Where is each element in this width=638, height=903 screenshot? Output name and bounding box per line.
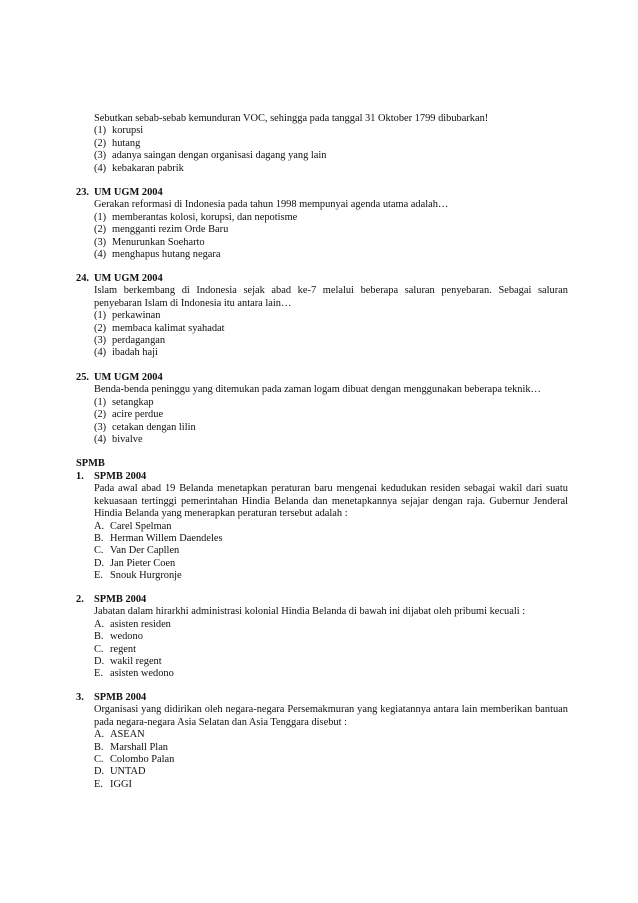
question-25 — [76, 372, 568, 446]
question-number: 24. — [76, 273, 89, 284]
option-text: wedono — [110, 631, 143, 643]
option-letter: A. — [94, 618, 105, 630]
option-text: adanya saingan dengan organisasi dagang yang lain — [112, 150, 327, 162]
option-text: membaca kalimat syahadat — [112, 322, 225, 334]
option-number: (3) — [94, 150, 107, 162]
question-source: SPMB 2004 — [94, 692, 147, 703]
option — [94, 335, 568, 347]
option — [94, 409, 568, 421]
option-letter: C. — [94, 754, 104, 766]
option-letter: E. — [94, 778, 103, 790]
option-letter: D. — [94, 557, 105, 569]
option-number: (1) — [94, 211, 107, 223]
option-text: Jan Pieter Coen — [110, 557, 176, 569]
question-text: Sebutkan sebab-sebab kemunduran VOC, sehingga pada tanggal 31 Oktober 1799 dibubarkan! — [94, 113, 489, 124]
question-source: SPMB 2004 — [94, 594, 147, 605]
option-number: (2) — [94, 224, 107, 236]
option — [94, 150, 568, 162]
option — [94, 533, 568, 545]
option-letter: A. — [94, 729, 105, 741]
option-letter: E. — [94, 668, 103, 680]
option-number: (4) — [94, 347, 107, 359]
option — [94, 766, 568, 778]
option — [94, 397, 568, 409]
option-letter: E. — [94, 570, 103, 582]
question-spmb-1 — [76, 471, 568, 583]
option-number: (4) — [94, 434, 107, 446]
option-letter: D. — [94, 656, 105, 668]
option-text: bivalve — [112, 434, 143, 446]
option — [94, 570, 568, 582]
question-22 — [76, 113, 568, 175]
option-text: perkawinan — [112, 310, 161, 322]
option — [94, 163, 568, 175]
option-text: hutang — [112, 137, 141, 149]
question-number: 3. — [76, 692, 84, 703]
option-text: cetakan dengan lilin — [112, 421, 196, 433]
option-number: (4) — [94, 249, 107, 261]
question-23 — [76, 187, 568, 261]
question-text: Jabatan dalam hirarkhi administrasi kolonial Hindia Belanda di bawah ini dijabat oleh pribumi kecuali : — [94, 606, 526, 618]
question-number: 2. — [76, 594, 84, 605]
option-text: mengganti rezim Orde Baru — [112, 224, 229, 236]
question-text: Pada awal abad 19 Belanda menetapkan peraturan baru mengenai kedudukan residen sebagai wakil dari suatu kekuasaan tertinggi pemerintahan Hindia Belanda dan menetapkannya sejajar dengan raja. Gubernur Jenderal Hindia Belanda yang menerapkan peraturan tersebut adalah : — [94, 483, 568, 520]
option-number: (1) — [94, 125, 107, 137]
question-24 — [76, 273, 568, 360]
option-letter: B. — [94, 631, 104, 643]
option — [94, 323, 568, 335]
option — [94, 125, 568, 137]
option-text: perdagangan — [112, 335, 166, 347]
question-text: Gerakan reformasi di Indonesia pada tahun 1998 mempunyai agenda utama adalah… — [94, 199, 449, 211]
option-letter: B. — [94, 533, 104, 545]
option-text: setangkap — [112, 396, 154, 408]
option-text: asisten wedono — [110, 668, 174, 680]
option — [94, 212, 568, 224]
option-letter: B. — [94, 741, 104, 753]
section-heading: SPMB — [76, 458, 105, 469]
option-number: (1) — [94, 310, 107, 322]
option-number: (1) — [94, 396, 107, 408]
option-text: IGGI — [110, 778, 132, 790]
option-text: Herman Willem Daendeles — [110, 533, 223, 545]
question-text: Benda-benda peninggu yang ditemukan pada zaman logam dibuat dengan menggunakan beberapa teknik… — [94, 384, 541, 396]
option-number: (3) — [94, 335, 107, 347]
option — [94, 347, 568, 359]
option — [94, 754, 568, 766]
question-text: Islam berkembang di Indonesia sejak abad ke-7 melalui beberapa saluran penyebaran. Sebagai saluran penyebaran Islam di Indonesia itu antara lain… — [94, 285, 568, 309]
question-text: Organisasi yang didirikan oleh negara-negara Persemakmuran yang kegiatannya antara lain memberikan bantuan pada negara-negara Asia Selatan dan Asia Tenggara disebut : — [94, 704, 568, 728]
option — [94, 779, 568, 791]
option-text: korupsi — [112, 125, 144, 137]
option-text: wakil regent — [110, 656, 162, 668]
option — [94, 138, 568, 150]
option-text: acire perdue — [112, 409, 164, 421]
option-number: (3) — [94, 421, 107, 433]
question-number: 25. — [76, 372, 89, 383]
option — [94, 224, 568, 236]
option — [94, 644, 568, 656]
option-number: (2) — [94, 322, 107, 334]
question-source: UM UGM 2004 — [94, 187, 163, 198]
option-text: asisten residen — [110, 618, 171, 630]
option-number: (2) — [94, 137, 107, 149]
option-text: Marshall Plan — [110, 741, 169, 753]
question-number: 1. — [76, 471, 84, 482]
option-text: Van Der Capllen — [110, 545, 180, 557]
option-number: (2) — [94, 409, 107, 421]
option — [94, 619, 568, 631]
question-source: UM UGM 2004 — [94, 273, 163, 284]
option-text: ibadah haji — [112, 347, 158, 359]
option-text: UNTAD — [110, 766, 146, 778]
question-spmb-3 — [76, 692, 568, 791]
option-number: (4) — [94, 162, 107, 174]
option-letter: C. — [94, 545, 104, 557]
option-text: Carel Spelman — [110, 520, 172, 532]
option — [94, 310, 568, 322]
option-text: regent — [110, 643, 136, 655]
option — [94, 668, 568, 680]
question-spmb-2 — [76, 594, 568, 681]
option — [94, 249, 568, 261]
option — [94, 742, 568, 754]
question-source: SPMB 2004 — [94, 471, 147, 482]
option — [94, 434, 568, 446]
option-text: kebakaran pabrik — [112, 162, 184, 174]
option-text: Colombo Palan — [110, 754, 175, 766]
option-text: ASEAN — [110, 729, 145, 741]
option — [94, 558, 568, 570]
option-letter: D. — [94, 766, 105, 778]
option — [94, 656, 568, 668]
option — [94, 521, 568, 533]
option — [94, 729, 568, 741]
question-source: UM UGM 2004 — [94, 372, 163, 383]
option-text: Snouk Hurgronje — [110, 570, 182, 582]
option-letter: A. — [94, 520, 105, 532]
question-number: 23. — [76, 187, 89, 198]
option-number: (3) — [94, 236, 107, 248]
option — [94, 545, 568, 557]
option-text: menghapus hutang negara — [112, 249, 221, 261]
option — [94, 422, 568, 434]
option-text: memberantas kolosi, korupsi, dan nepotisme — [112, 211, 298, 223]
option-text: Menurunkan Soeharto — [112, 236, 205, 248]
option — [94, 237, 568, 249]
option — [94, 631, 568, 643]
option-letter: C. — [94, 643, 104, 655]
